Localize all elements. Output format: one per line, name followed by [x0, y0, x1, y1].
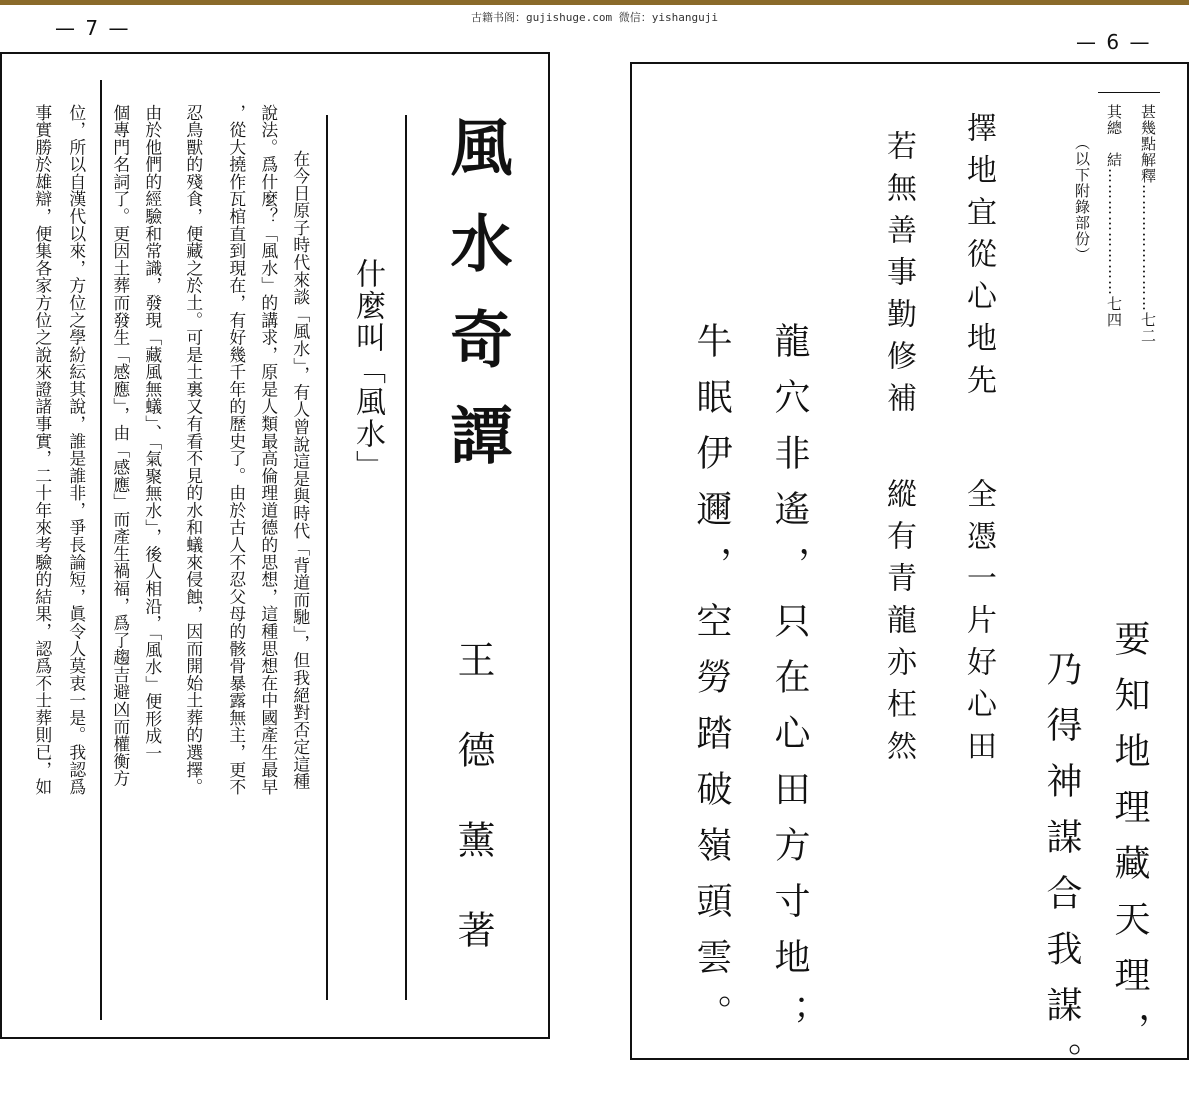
toc-entry-title: 甚幾點解釋: [1139, 104, 1157, 184]
toc-entry-page: 七四: [1105, 296, 1123, 328]
book-author: 王德薰著: [451, 640, 495, 1000]
verse-line: 全憑一片好心田: [961, 478, 996, 772]
paragraph-line: ，從大撓作瓦棺直到現在，有好幾千年的歷史了。由於古人不忍父母的骸骨暴露無主，更不: [226, 104, 247, 796]
verse-line: 擇地宜從心地先: [961, 112, 996, 406]
paragraph-line: 說法。爲什麼？「風水」的講求，原是人類最高倫理道德的思想，這種思想在中國產生最早: [258, 104, 279, 796]
toc-entry-page: 七二: [1139, 312, 1157, 344]
toc-entry-dots: ……………………: [1139, 184, 1157, 312]
toc-top-rule: [1098, 92, 1160, 93]
toc-entry: [1140, 104, 1155, 344]
verse-line: 牛眠伊邇，空勞踏破嶺頭雲。: [691, 322, 732, 1050]
paragraph-line: 事實勝於雄辯，便集各家方位之說來證諸事實，二十年來考驗的結果，認爲不士葬則已，如: [32, 104, 53, 796]
paragraph-line: 個專門名詞了。更因土葬而發生「感應」，由「感應」而產生禍福，爲了趨吉避凶而權衡方: [110, 104, 131, 788]
verse-line: 要知地理藏天理，: [1109, 620, 1150, 1068]
watermark: 古籍书阁：gujishuge.com 微信：yishanguji: [471, 11, 718, 24]
column-rule: [100, 80, 102, 1020]
toc-entry-dots: ……………………: [1105, 168, 1123, 296]
toc-note: （以下附錄部份）: [1073, 135, 1091, 263]
toc-entry: [1106, 104, 1121, 328]
paragraph-line: 由於他們的經驗和常識，發現「藏風無蟻」、「氣聚無水」，後人相沿，「風水」便形成一: [142, 104, 163, 763]
top-border: [0, 0, 1189, 5]
toc-entry-title: 其總 結: [1105, 104, 1123, 168]
paragraph-line: 忍鳥獸的殘食，便藏之於土。可是土裏又有看不見的水和蟻來侵蝕，因而開始土葬的選擇。: [183, 104, 204, 796]
verse-line: 龍穴非遙，只在心田方寸地；: [769, 322, 810, 1050]
right-page-number: — 6 —: [1076, 30, 1152, 54]
section-title: 什麼叫「風水」: [350, 258, 385, 482]
section-divider: [326, 115, 328, 1000]
verse-line: 縱有青龍亦枉然: [881, 478, 916, 772]
verse-line: 若無善事勤修補: [881, 130, 916, 424]
verse-line: 乃得神謀合我謀。: [1041, 650, 1082, 1098]
paragraph-line: 在今日原子時代來談「風水」，有人曾說這是與時代「背道而馳」，但我絕對否定這種: [290, 150, 311, 791]
book-title: 風水奇譚: [440, 115, 513, 499]
paragraph-line: 位，所以自漢代以來，方位之學紛紜其說，誰是誰非，爭長論短，眞令人莫衷一是。我認爲: [66, 104, 87, 796]
title-divider: [405, 115, 407, 1000]
left-page-number: — 7 —: [55, 16, 131, 40]
